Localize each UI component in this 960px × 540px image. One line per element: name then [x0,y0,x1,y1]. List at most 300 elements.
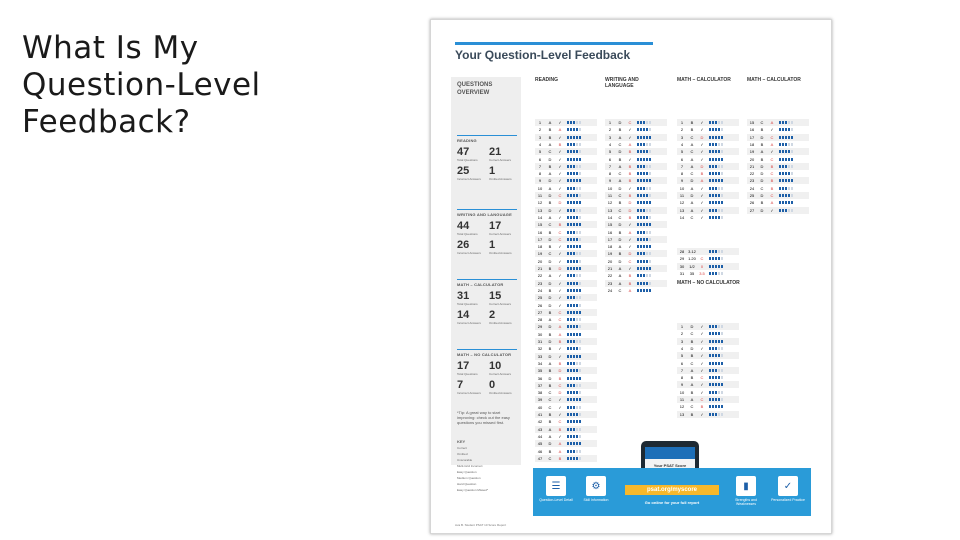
question-number: 21 [749,163,755,169]
your-answer: B [628,171,632,177]
your-answer: ✓ [558,353,562,359]
difficulty-bars [637,223,651,226]
question-number: 26 [749,200,755,206]
overview-math-no-calc: MATH – NO CALCULATOR 17 Total Questions 10 Correct Answers 7 Incorrect Answers 0 Omitted Answers [457,349,517,395]
answer-row [677,381,739,388]
answer-row [605,199,667,206]
question-number: 10 [679,389,685,395]
answer-row [677,156,739,163]
answer-row [677,199,739,206]
your-answer: C [770,193,774,198]
correct-answer: D [618,185,622,191]
correct-answer: 1/2 [689,263,695,269]
question-number: 23 [749,178,755,184]
difficulty-bars [567,289,581,292]
question-number: 20 [537,258,543,264]
answer-row [535,119,597,126]
correct-answer: B [548,419,552,425]
difficulty-bars [567,333,581,336]
difficulty-bars [567,165,581,168]
your-answer: ✓ [558,134,562,140]
your-answer: ✓ [558,171,562,177]
your-answer: ✓ [700,207,704,213]
your-answer: A [628,287,632,293]
your-answer: D [558,200,562,206]
difficulty-bars [709,376,723,379]
your-answer: C [558,419,562,425]
answer-row [677,360,739,367]
correct-answer: B [618,127,622,133]
difficulty-bars [709,405,723,408]
your-answer: ✓ [558,120,562,125]
question-number: 38 [537,390,543,396]
correct-answer: C [548,404,552,410]
question-number: 8 [680,375,684,381]
writing-header: WRITING AND LANGUAGE [605,77,639,89]
correct-answer: D [548,280,552,286]
your-answer: B [628,149,632,155]
difficulty-bars [567,318,581,321]
answer-row [535,455,597,462]
your-answer: D [558,266,562,271]
answer-row [747,192,809,199]
difficulty-bars [567,267,581,270]
difficulty-bars [709,347,723,350]
answer-row [535,309,597,316]
question-number: 17 [537,236,543,242]
correct-answer: D [618,222,622,228]
question-number: 39 [537,397,543,403]
answer-row [535,396,597,403]
question-number: 17 [607,236,613,242]
difficulty-bars [567,296,581,299]
answer-row [677,338,739,345]
question-number: 35 [537,368,543,374]
question-number: 9 [538,178,542,184]
your-answer: D [700,134,704,140]
difficulty-bars [709,362,723,365]
difficulty-bars [567,150,581,153]
answer-row [535,229,597,236]
correct-answer: D [548,441,552,447]
correct-answer: A [760,149,764,155]
correct-answer: B [548,448,552,454]
your-answer: ✓ [558,207,562,213]
correct-answer: A [690,382,694,388]
answer-row [535,338,597,345]
answer-row [535,243,597,250]
difficulty-bars [709,265,723,268]
question-number: 26 [537,302,543,308]
your-answer: A [558,331,562,337]
difficulty-bars [637,216,651,219]
correct-answer: B [760,156,764,162]
your-answer: B [628,273,632,279]
answer-row [605,126,667,133]
answer-row [605,287,667,294]
your-answer: ✓ [700,214,704,220]
correct-answer: A [548,120,552,125]
answer-row [535,163,597,170]
question-number: 6 [680,156,684,162]
your-answer: B [558,222,562,228]
correct-answer: B [760,141,764,147]
your-answer: A [770,200,774,206]
difficulty-bars [779,165,793,168]
your-answer: C [558,236,562,242]
answer-row [535,404,597,411]
your-answer: B [558,360,562,366]
question-number: 1 [680,120,684,125]
difficulty-bars [709,179,723,182]
question-number: 2 [538,127,542,133]
your-answer: A [558,441,562,447]
answer-row [605,185,667,192]
difficulty-bars [567,325,581,328]
difficulty-bars [709,187,723,190]
difficulty-bars [709,391,723,394]
your-answer: ✓ [558,397,562,403]
difficulty-bars [709,150,723,153]
correct-answer: 3.12 [688,249,696,254]
question-number: 31 [679,270,685,276]
difficulty-bars [567,223,581,226]
answer-row [535,236,597,243]
reading-header: READING [535,77,559,83]
difficulty-bars [709,398,723,401]
difficulty-bars [709,194,723,197]
difficulty-bars [637,289,651,292]
correct-answer: D [618,236,622,242]
difficulty-bars [709,165,723,168]
difficulty-bars [779,179,793,182]
correct-answer: B [760,200,764,206]
correct-answer: D [760,207,764,213]
difficulty-bars [779,143,793,146]
online-report-banner [533,468,811,516]
difficulty-bars [567,194,581,197]
difficulty-bars [709,172,723,175]
answer-row [605,265,667,272]
your-answer: 3.5 [699,270,705,276]
your-answer: B [770,178,774,184]
correct-answer: A [548,426,552,432]
answer-row [677,177,739,184]
key-item: Unscorable [457,458,473,462]
difficulty-bars [567,450,581,453]
correct-answer: A [690,200,694,206]
key-item: Multi-Grid Incorrect [457,464,483,468]
difficulty-bars [637,201,651,204]
your-answer: ✓ [700,156,704,162]
difficulty-bars [709,413,723,416]
answer-row [535,287,597,294]
checklist-icon: ☰ [546,476,566,496]
promo-strengths: ▮ Strengths and Weaknesses [729,476,763,506]
answer-row [605,221,667,228]
correct-answer: B [618,156,622,162]
your-answer: ✓ [558,214,562,220]
correct-answer: C [618,193,622,198]
answer-row [535,360,597,367]
answer-row [535,433,597,440]
correct-answer: D [548,324,552,330]
difficulty-bars [779,209,793,212]
correct-answer: D [690,345,694,351]
answer-row [677,148,739,155]
answer-row [535,353,597,360]
correct-answer: D [690,178,694,184]
correct-answer: A [548,317,552,323]
your-answer: B [628,193,632,198]
difficulty-bars [567,384,581,387]
difficulty-bars [709,250,723,253]
correct-answer: D [548,156,552,162]
your-answer: ✓ [628,127,632,133]
your-answer: A [770,120,774,125]
your-answer: B [770,163,774,169]
question-number: 13 [679,411,685,417]
question-number: 24 [537,287,543,293]
answer-row [535,134,597,141]
difficulty-bars [637,252,651,255]
answer-row [747,119,809,126]
difficulty-bars [567,128,581,131]
question-number: 9 [608,178,612,184]
difficulty-bars [567,377,581,380]
difficulty-bars [567,231,581,234]
answer-row [535,426,597,433]
your-answer: B [700,404,704,410]
phone-score-label: Your PSAT Score [653,463,687,468]
correct-answer: A [548,171,552,177]
answer-row [605,156,667,163]
answer-row [605,192,667,199]
difficulty-bars [567,347,581,350]
answer-row [677,396,739,403]
your-answer: ✓ [700,127,704,133]
difficulty-bars [637,260,651,263]
question-number: 4 [680,345,684,351]
difficulty-bars [567,362,581,365]
correct-answer: C [690,404,694,410]
tip-text: *Tip: A great way to start improving: check out the easy questions you missed first. [457,410,510,425]
question-number: 40 [537,404,543,410]
difficulty-bars [567,216,581,219]
question-number: 45 [537,441,543,447]
correct-answer: D [548,236,552,242]
question-number: 22 [537,273,543,279]
correct-answer: B [618,251,622,257]
difficulty-bars [637,172,651,175]
question-number: 23 [607,280,613,286]
question-number: 8 [538,171,542,177]
difficulty-bars [567,304,581,307]
question-number: 19 [537,251,543,257]
your-answer: ✓ [700,338,704,344]
difficulty-bars [637,121,651,124]
correct-answer: A [690,156,694,162]
your-answer: C [770,156,774,162]
question-number: 2 [680,127,684,133]
answer-row [535,448,597,455]
answer-row [677,192,739,199]
answer-row [747,199,809,206]
promo-practice: ✓ Personalized Practice [771,476,805,502]
key-item: Easy Question Missed* [457,488,489,492]
score-url[interactable]: psat.org/myscore [625,485,719,495]
correct-answer: C [690,149,694,155]
answer-row [535,199,597,206]
correct-answer: D [548,207,552,213]
answer-row [677,389,739,396]
difficulty-bars [779,194,793,197]
correct-answer: D [618,120,622,125]
correct-answer: D [760,193,764,198]
correct-answer: C [618,207,622,213]
difficulty-bars [567,121,581,124]
answer-row [605,236,667,243]
answer-row [605,119,667,126]
correct-answer: B [618,200,622,206]
your-answer: ✓ [700,324,704,329]
difficulty-bars [567,428,581,431]
answer-row [605,141,667,148]
answer-row [535,323,597,330]
difficulty-bars [709,354,723,357]
question-number: 12 [537,200,543,206]
score-report-document [430,19,832,534]
question-number: 18 [607,244,613,250]
difficulty-bars [567,136,581,139]
difficulty-bars [709,136,723,139]
your-answer: C [558,309,562,315]
correct-answer: C [618,287,622,293]
correct-answer: B [548,266,552,271]
answer-row [677,207,739,214]
correct-answer: B [548,412,552,417]
answer-row [747,177,809,184]
difficulty-bars [709,201,723,204]
difficulty-bars [779,128,793,131]
answer-row [535,272,597,279]
difficulty-bars [637,187,651,190]
your-answer: ✓ [628,236,632,242]
difficulty-bars [709,272,723,275]
question-number: 24 [749,185,755,191]
your-answer: C [770,134,774,140]
difficulty-bars [567,391,581,394]
correct-answer: A [690,367,694,373]
your-answer: B [770,185,774,191]
question-number: 23 [537,280,543,286]
correct-answer: A [548,273,552,279]
correct-answer: 35 [689,270,695,276]
your-answer: B [558,426,562,432]
key-item: Hard Question [457,482,477,486]
question-number: 14 [679,214,685,220]
correct-answer: B [548,127,552,133]
correct-answer: C [548,149,552,155]
question-number: 11 [679,193,685,198]
your-answer: A [558,448,562,454]
answer-row [535,418,597,425]
question-number: 19 [749,149,755,155]
question-number: 46 [537,448,543,454]
answer-row [535,345,597,352]
answer-row [747,185,809,192]
correct-answer: A [548,214,552,220]
question-number: 21 [537,266,543,271]
question-number: 11 [607,193,613,198]
question-number: 5 [680,353,684,359]
correct-answer: C [690,360,694,366]
answer-row [535,389,597,396]
your-answer: ✓ [558,287,562,293]
question-number: 3 [680,134,684,140]
question-number: 2 [608,127,612,133]
question-number: 1 [538,120,542,125]
question-number: 4 [608,141,612,147]
question-number: 12 [607,200,613,206]
question-number: 5 [680,149,684,155]
question-number: 2 [680,331,684,337]
your-answer: ✓ [700,120,704,125]
answer-row [677,163,739,170]
correct-answer: A [618,273,622,279]
question-number: 7 [538,163,542,169]
key-item: Correct [457,446,467,450]
your-answer: ✓ [628,244,632,250]
question-number: 6 [538,156,542,162]
correct-answer: A [618,134,622,140]
question-number: 22 [749,171,755,177]
your-answer: B [558,141,562,147]
difficulty-bars [567,179,581,182]
correct-answer: D [690,324,694,329]
correct-answer: C [618,171,622,177]
correct-answer: B [618,229,622,235]
question-number: 34 [537,360,543,366]
correct-answer: D [548,353,552,359]
question-number: 3 [538,134,542,140]
your-answer: ✓ [700,149,704,155]
answer-row [605,170,667,177]
difficulty-bars [709,340,723,343]
your-answer: ✓ [558,163,562,169]
your-answer: ✓ [700,200,704,206]
question-number: 27 [537,309,543,315]
question-number: 47 [537,455,543,461]
answer-row [535,250,597,257]
answer-row [677,367,739,374]
question-number: 17 [749,134,755,140]
your-answer: C [628,258,632,264]
difficulty-bars [637,128,651,131]
answer-row [677,170,739,177]
question-number: 10 [537,185,543,191]
questions-overview-sidebar [451,77,521,492]
difficulty-bars [709,209,723,212]
question-number: 7 [680,367,684,373]
question-number: 10 [607,185,613,191]
difficulty-bars [637,267,651,270]
answer-row [605,214,667,221]
correct-answer: B [690,389,694,395]
answer-row [677,126,739,133]
correct-answer: B [548,346,552,352]
difficulty-bars [709,158,723,161]
